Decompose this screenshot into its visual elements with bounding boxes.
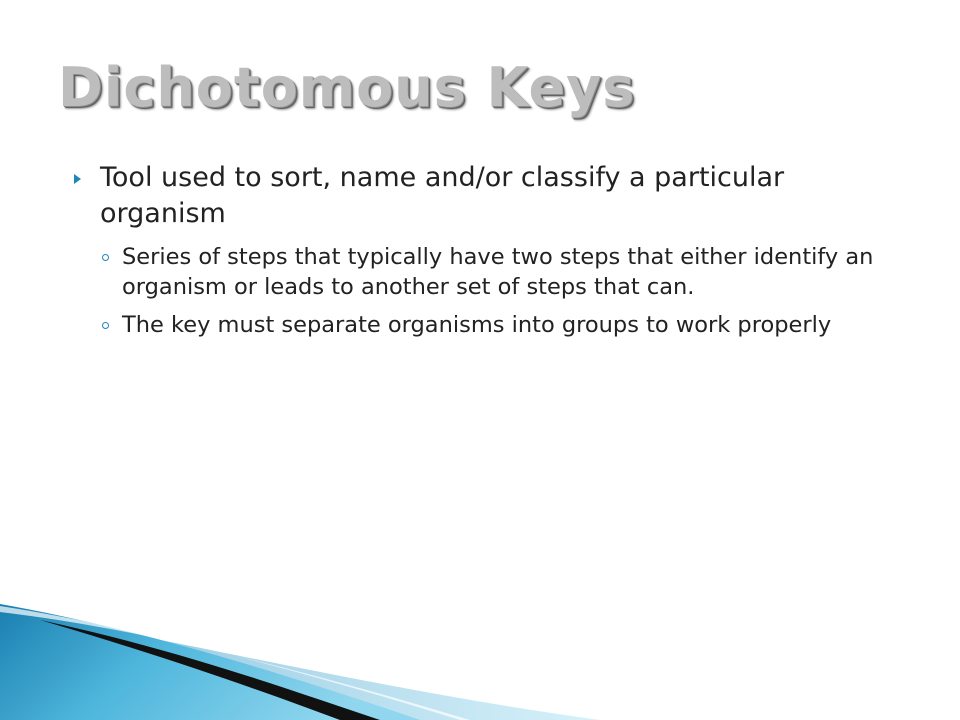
slide-title: Dichotomous Keys — [58, 56, 636, 119]
sub-bullet-text: The key must separate organisms into groups to work properly — [122, 312, 832, 338]
wave-shape-front — [0, 604, 420, 720]
sub-bullet-text: Series of steps that typically have two steps that either identify an organism or leads to another set of steps that can. — [122, 244, 874, 300]
bullet-text: Tool used to sort, name and/or classify a particular organism — [100, 162, 785, 229]
